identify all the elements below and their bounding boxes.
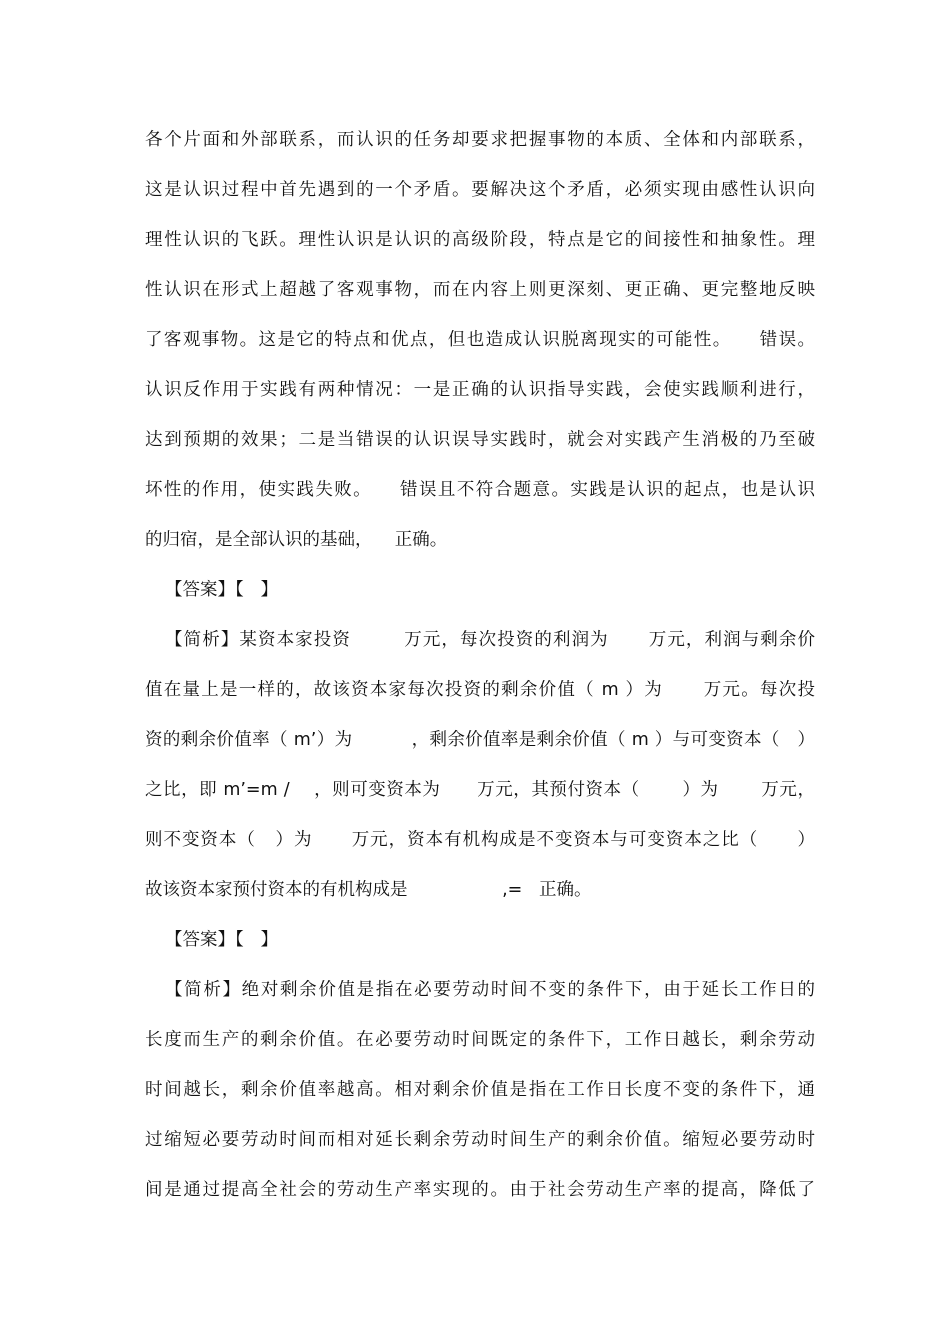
text-line: 坏性的作用，使实践失败。 错误且不符合题意。实践是认识的起点，也是认识 — [145, 480, 815, 500]
answer-heading: 【答案】【 】 — [165, 930, 278, 950]
answer-heading: 【答案】【 】 — [165, 580, 278, 600]
text-line: 之比，即 m’=m / ，则可变资本为 万元，其预付资本（ ）为 万元， — [145, 780, 815, 800]
text-line: 值在量上是一样的，故该资本家每次投资的剩余价值（ m ）为 万元。每次投 — [145, 680, 815, 700]
text-line: 认识反作用于实践有两种情况：一是正确的认识指导实践，会使实践顺利进行， — [145, 380, 815, 400]
text-line: 这是认识过程中首先遇到的一个矛盾。要解决这个矛盾，必须实现由感性认识向 — [145, 180, 815, 200]
text-line: 故该资本家预付资本的有机构成是 ,= 正确。 — [145, 880, 592, 900]
text-line: 长度而生产的剩余价值。在必要劳动时间既定的条件下，工作日越长，剩余劳动 — [145, 1030, 815, 1050]
text-line: 过缩短必要劳动时间而相对延长剩余劳动时间生产的剩余价值。缩短必要劳动时 — [145, 1130, 815, 1150]
text-line: 资的剩余价值率（ m’）为 ，剩余价值率是剩余价值（ m ）与可变资本（ ） — [145, 730, 815, 750]
text-line: 则不变资本（ ）为 万元，资本有机构成是不变资本与可变资本之比（ ） — [145, 830, 815, 850]
text-line: 达到预期的效果；二是当错误的认识误导实践时，就会对实践产生消极的乃至破 — [145, 430, 815, 450]
text-line: 各个片面和外部联系，而认识的任务却要求把握事物的本质、全体和内部联系， — [145, 130, 815, 150]
text-line: 性认识在形式上超越了客观事物，而在内容上则更深刻、更正确、更完整地反映 — [145, 280, 815, 300]
text-line: 了客观事物。这是它的特点和优点，但也造成认识脱离现实的可能性。 错误。 — [145, 330, 815, 350]
text-line: 理性认识的飞跃。理性认识是认识的高级阶段，特点是它的间接性和抽象性。理 — [145, 230, 815, 250]
text-line: 间是通过提高全社会的劳动生产率实现的。由于社会劳动生产率的提高，降低了 — [145, 1180, 815, 1200]
analysis-line: 【简析】某资本家投资 万元，每次投资的利润为 万元，利润与剩余价 — [165, 630, 815, 650]
analysis-line: 【简析】绝对剩余价值是指在必要劳动时间不变的条件下，由于延长工作日的 — [165, 980, 815, 1000]
text-line: 时间越长，剩余价值率越高。相对剩余价值是指在工作日长度不变的条件下，通 — [145, 1080, 815, 1100]
text-line: 的归宿，是全部认识的基础， 正确。 — [145, 530, 448, 550]
